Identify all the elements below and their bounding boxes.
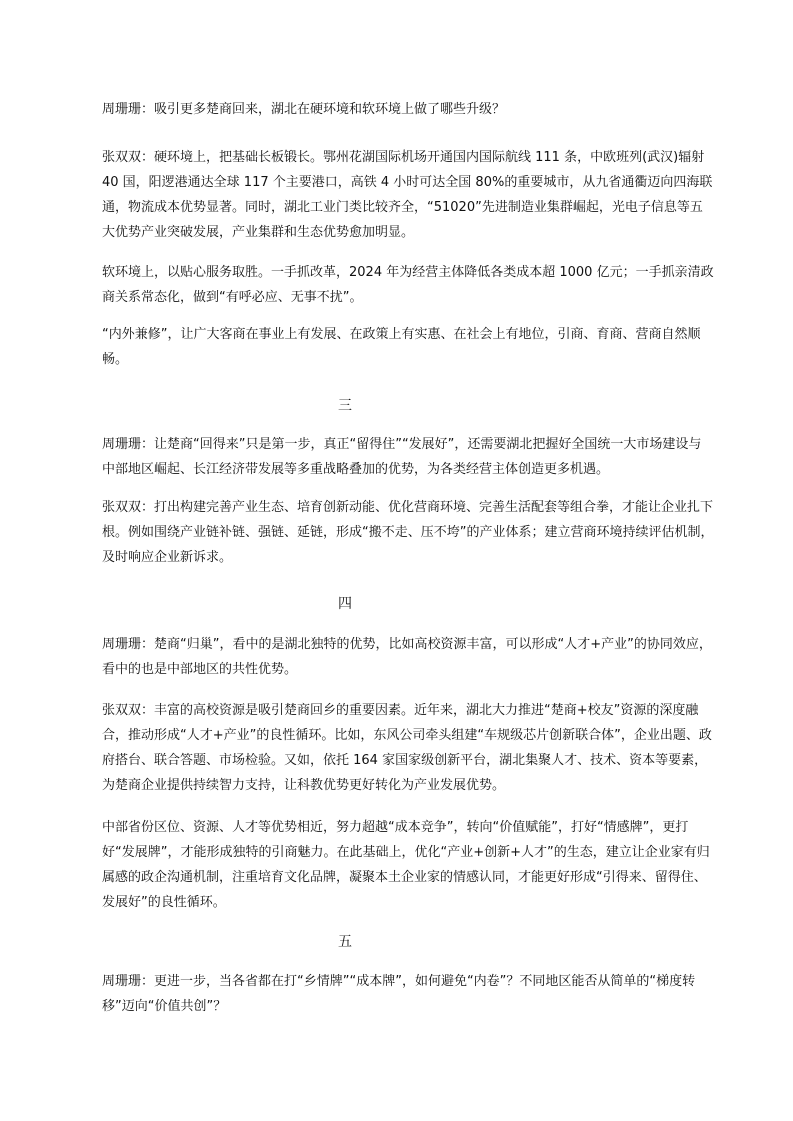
section-number-five: 五 [338, 934, 352, 950]
paragraph-soft-environment: 软环境上，以贴心服务取胜。一手抓改革，2024 年为经营主体降低各类成本超 1000 亿元；一手抓亲清政商关系常态化，做到“有呼必应、无事不扰”。 [102, 265, 714, 305]
paragraph-answer-3: 张双双：打出构建完善产业生态、培育创新动能、优化营商环境、完善生活配套等组合拳，才能让企业扎下根。例如围绕产业链补链、强链、延链，形成“搬不走、压不垮”的产业体系；建立营商环境持续评估机制，及时响应企业新诉求。 [102, 500, 714, 565]
paragraph-question-1: 周珊珊：吸引更多楚商回来，湖北在硬环境和软环境上做了哪些升级？ [102, 102, 506, 117]
paragraph-answer-4: 张双双：丰富的高校资源是吸引楚商回乡的重要因素。近年来，湖北大力推进“楚商+校友”资源的深度融合，推动形成“人才+产业”的良性循环。比如，东风公司牵头组建“车规级芯片创新联合体”，企业出题、政府搭台、联合答题、市场检验。又如，依托 164 家国家级创新平台，湖北集聚人才、技术、资本等要素，为楚商企业提供持续智力支持，让科教优势更好转化为产业发展优势。 [102, 703, 712, 793]
paragraph-question-5: 周珊珊：更进一步，当各省都在打“乡情牌”“成本牌”，如何避免“内卷”？不同地区能否从简单的“梯度转移”迈向“价值共创”？ [102, 974, 696, 1014]
paragraph-question-3: 周珊珊：让楚商“回得来”只是第一步，真正“留得住”“发展好”，还需要湖北把握好全国统一大市场建设与中部地区崛起、长江经济带发展等多重战略叠加的优势，为各类经营主体创造更多机遇。 [102, 437, 702, 477]
paragraph-question-4: 周珊珊：楚商“归巢”，看中的是湖北独特的优势，比如高校资源丰富，可以形成“人才+产业”的协同效应，看中的也是中部地区的共性优势。 [102, 637, 712, 677]
paragraph-central-provinces: 中部省份区位、资源、人才等优势相近，努力超越“成本竞争”，转向“价值赋能”，打好“情感牌”，更打好“发展牌”，才能形成独特的引商魅力。在此基础上，优化“产业+创新+人才”的生态，建立让企业家有归属感的政企沟通机制，注重培育文化品牌，凝聚本土企业家的情感认同，才能更好形成“引得来、留得住、发展好”的良性循环。 [102, 820, 710, 910]
paragraph-answer-1: 张双双：硬环境上，把基础长板锻长。鄂州花湖国际机场开通国内国际航线 111 条，中欧班列(武汉)辐射 40 国，阳逻港通达全球 117 个主要港口，高铁 4 小时可达全国 80%的重要城市，从九省通衢迈向四海联通，物流成本优势显著。同时，湖北工业门类比较齐全，“51020”先进制造业集群崛起，光电子信息等五大优势产业突破发展，产业集群和生态优势愈加明显。 [102, 150, 713, 240]
section-number-four: 四 [338, 596, 352, 612]
section-number-three: 三 [338, 398, 352, 414]
paragraph-inside-outside: “内外兼修”，让广大客商在事业上有发展、在政策上有实惠、在社会上有地位，引商、育商、营商自然顺畅。 [102, 327, 701, 367]
